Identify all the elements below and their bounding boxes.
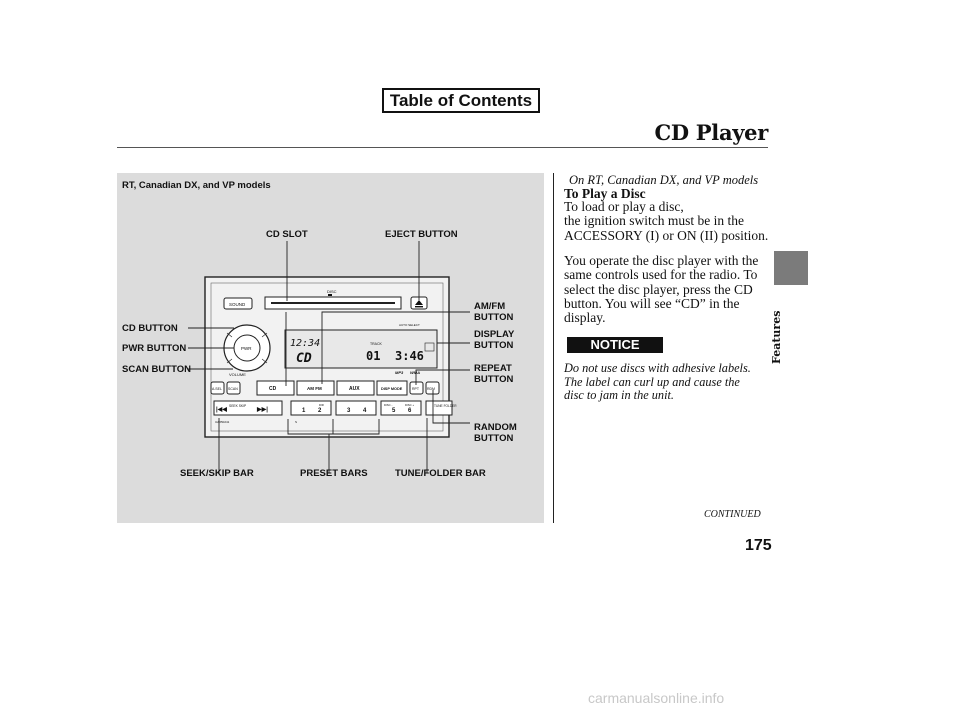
callout-pwr-button: PWR BUTTON	[122, 343, 187, 354]
preset-bar-34	[336, 401, 376, 415]
side-tab-label: Features	[770, 310, 783, 364]
disc-plus-text: DISC +	[405, 403, 415, 407]
section-heading: To Play a Disc	[564, 186, 646, 201]
preset-small-text: S	[295, 420, 298, 424]
side-tab	[766, 276, 786, 376]
volume-text: VOLUME	[229, 372, 246, 377]
notice-line1: Do not use discs with adhesive labels.	[564, 361, 751, 375]
notice-text	[564, 362, 774, 403]
sound-text: SOUND	[229, 302, 246, 307]
callout-cd-slot: CD SLOT	[266, 229, 308, 240]
callout-eject-button: EJECT BUTTON	[385, 229, 458, 240]
preset-3-text: 3	[347, 408, 351, 414]
paragraph-load-disc	[564, 200, 774, 243]
amfm-button-text: AM FM	[307, 386, 322, 391]
notice-line3: disc to jam in the unit.	[564, 388, 674, 402]
callout-amfm-line2: BUTTON	[474, 312, 514, 323]
rdm-text: RDM	[427, 387, 435, 391]
callout-repeat-line2: BUTTON	[474, 374, 514, 385]
para2-line3: select the disc player, press the CD	[564, 281, 753, 297]
aux-button-text: AUX	[349, 386, 360, 392]
preset-6-text: 6	[408, 408, 412, 414]
callout-display-line2: BUTTON	[474, 340, 514, 351]
track-time-text: 3:46	[395, 349, 424, 363]
callout-scan-button: SCAN BUTTON	[122, 364, 191, 375]
models-subtitle: On RT, Canadian DX, and VP models	[569, 173, 759, 187]
callout-tune-folder-bar: TUNE/FOLDER BAR	[395, 468, 486, 479]
callout-display-line1: DISPLAY	[474, 329, 515, 340]
page-title: CD Player	[654, 120, 768, 145]
para1-line1: To load or play a disc,	[564, 199, 684, 214]
para2-line2: same controls used for the radio. To	[564, 267, 758, 283]
dir-text: DIR	[319, 403, 324, 407]
svg-text:▶▶|: ▶▶|	[257, 407, 268, 413]
preset-5-text: 5	[392, 408, 396, 414]
display-mode-text: CD	[296, 351, 312, 366]
rpt-text: RPT	[412, 387, 419, 391]
callout-repeat-button	[474, 363, 513, 385]
notice-badge: NOTICE	[567, 337, 663, 353]
disp-mode-text: DISP MODE	[381, 387, 403, 391]
column-divider	[553, 173, 554, 523]
track-number-text: 01	[366, 349, 381, 363]
cd-button-text: CD	[269, 386, 277, 392]
scan-text: SCAN	[228, 387, 238, 391]
para2-line5: display.	[564, 310, 606, 326]
callout-repeat-line1: REPEAT	[474, 363, 512, 374]
preset-2-text: 2	[318, 408, 322, 414]
callout-seek-skip-bar: SEEK/SKIP BAR	[180, 468, 254, 479]
svg-text:|◀◀: |◀◀	[216, 407, 227, 413]
callout-amfm-line1: AM/FM	[474, 301, 506, 312]
watermark: carmanualsonline.info	[588, 690, 725, 706]
preset-bar-12	[291, 401, 331, 415]
para1-line2: the ignition switch must be in the	[564, 213, 744, 229]
paragraph-operate	[564, 254, 774, 325]
tune-text: TUNE FOLDER	[434, 404, 457, 408]
disc-text: DISC	[327, 289, 337, 294]
page-number: 175	[745, 537, 772, 554]
pwr-text: PWR	[241, 346, 252, 351]
para1-line3: ACCESSORY (I) or ON (II) position.	[564, 227, 769, 243]
preset-4-text: 4	[363, 408, 367, 414]
notice-line2: The label can curl up and cause the	[564, 374, 740, 389]
callout-preset-bars: PRESET BARS	[300, 468, 368, 479]
callout-cd-button: CD BUTTON	[122, 323, 178, 334]
mp3-text: MP3	[395, 370, 404, 375]
asel-text: A.SEL	[212, 387, 222, 391]
header-rule	[117, 147, 768, 148]
callout-amfm-button	[474, 301, 513, 323]
code-text: U2R50241	[215, 420, 230, 424]
disc-minus-text: DISC -	[384, 403, 393, 407]
figure-heading: RT, Canadian DX, and VP models	[122, 180, 271, 191]
wma-text: WMA	[410, 370, 420, 375]
continued-label: CONTINUED	[704, 509, 761, 520]
track-label-text: TRACK	[370, 342, 382, 346]
para2-line1: You operate the disc player with the	[564, 253, 759, 268]
clock-text: 12:34	[290, 338, 321, 349]
callout-random-button	[474, 422, 517, 444]
auto-select-text: AUTO SELECT	[399, 323, 420, 327]
table-of-contents-button[interactable]: Table of Contents	[382, 88, 540, 113]
para2-line4: button. You will see “CD” in the	[564, 295, 740, 311]
callout-random-line1: RANDOM	[474, 422, 517, 433]
preset-1-text: 1	[302, 408, 306, 414]
callout-display-button	[474, 329, 514, 351]
callout-random-line2: BUTTON	[474, 433, 514, 444]
seek-text: SEEK SKIP	[229, 404, 247, 408]
